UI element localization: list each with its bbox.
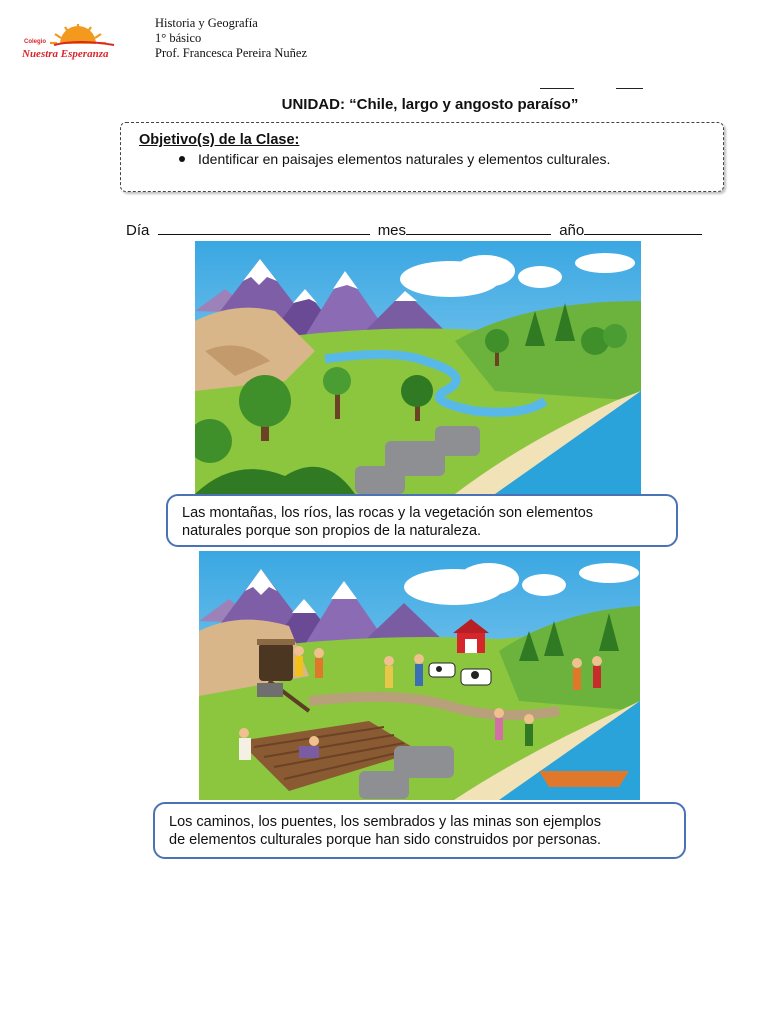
boat-icon bbox=[539, 771, 629, 787]
natural-landscape-illustration bbox=[195, 241, 641, 494]
sun-icon bbox=[50, 24, 114, 45]
school-logo bbox=[18, 22, 136, 66]
logo-line1: Colegio bbox=[24, 39, 46, 45]
caption-line: de elementos culturales porque han sido construidos por personas. bbox=[169, 832, 602, 848]
blank-line bbox=[540, 88, 574, 89]
month-field[interactable] bbox=[406, 220, 551, 235]
year-label: año bbox=[559, 222, 585, 239]
teacher-label: Prof. Francesca Pereira Nuñez bbox=[155, 46, 308, 60]
year-field[interactable] bbox=[584, 220, 702, 235]
day-field[interactable] bbox=[158, 220, 370, 235]
objective-title: Objetivo(s) de la Clase: bbox=[139, 132, 300, 148]
cultural-elements-caption bbox=[153, 802, 686, 859]
day-label: Día bbox=[126, 222, 150, 239]
objective-box bbox=[120, 122, 724, 192]
caption-line: Los caminos, los puentes, los sembrados y las minas son ejemplos bbox=[169, 814, 601, 830]
header-block bbox=[155, 16, 307, 61]
mine-entrance-icon bbox=[259, 643, 293, 681]
month-label: mes bbox=[377, 222, 407, 239]
bullet-icon bbox=[179, 156, 185, 162]
natural-elements-caption bbox=[166, 494, 678, 547]
blank-line bbox=[616, 88, 643, 89]
date-row bbox=[126, 220, 702, 239]
logo-line2: Nuestra Esperanza bbox=[22, 48, 109, 60]
objective-item: Identificar en paisajes elementos naturales y elementos culturales. bbox=[198, 151, 611, 167]
caption-line: naturales porque son propios de la naturaleza. bbox=[182, 523, 482, 539]
header-blanks bbox=[540, 78, 645, 90]
grade-label: 1° básico bbox=[155, 31, 202, 45]
cultural-landscape-illustration bbox=[199, 551, 640, 800]
caption-line: Las montañas, los ríos, las rocas y la vegetación son elementos bbox=[182, 505, 594, 521]
subject-label: Historia y Geografía bbox=[155, 16, 258, 30]
unit-title: UNIDAD: “Chile, largo y angosto paraíso” bbox=[281, 96, 579, 113]
